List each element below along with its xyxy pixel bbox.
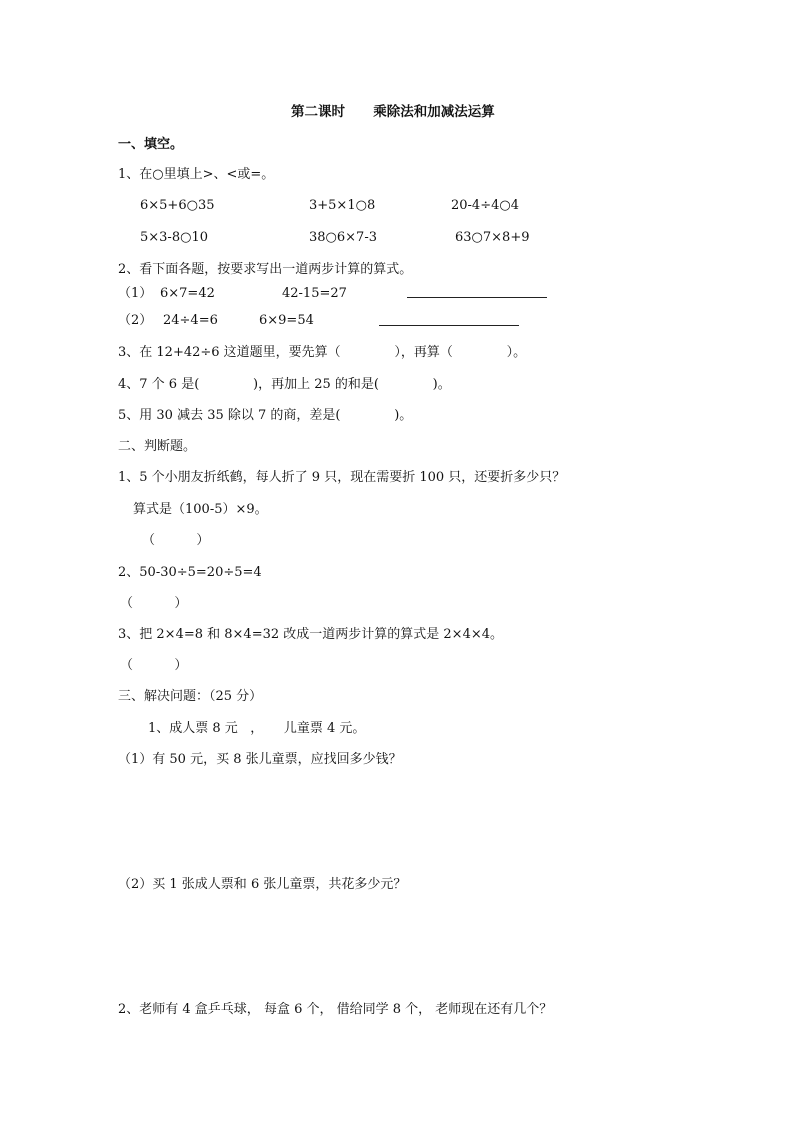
compare-item: 63○7×8+9 (455, 230, 530, 245)
compare-item: 6×5+6○35 (140, 198, 215, 213)
judgment-2-blank[interactable]: （ ） (120, 596, 188, 611)
judgment-2-text: 2、50-30÷5=20÷5=4 (118, 565, 262, 580)
problem-1-intro: 1、成人票 8 元 ， 儿童票 4 元。 (148, 721, 366, 736)
problem-1-sub1: （1）有 50 元，买 8 张儿童票，应找回多少钱？ (118, 752, 402, 767)
question-5: 5、用 30 减去 35 除以 7 的商，差是( )。 (118, 408, 413, 423)
judgment-3-text: 3、把 2×4=8 和 8×4=32 改成一道两步计算的算式是 2×4×4。 (118, 627, 503, 642)
compare-item: 5×3-8○10 (140, 230, 208, 245)
equation-b: 42-15=27 (282, 286, 347, 301)
judgment-3-blank[interactable]: （ ） (120, 658, 188, 673)
judgment-1-blank[interactable]: （ ） (142, 533, 210, 548)
problem-2: 2、老师有 4 盒乒乓球， 每盒 6 个， 借给同学 8 个， 老师现在还有几个？ (118, 1002, 553, 1017)
equation-a: 24÷4=6 (163, 313, 218, 328)
page-title: 第二课时 乘除法和加减法运算 (291, 104, 495, 120)
section-heading-problems: 三、解决问题：（25 分） (118, 689, 263, 704)
question-4: 4、7 个 6 是( )，再加上 25 的和是( )。 (118, 377, 451, 392)
answer-line[interactable] (407, 297, 547, 298)
section-heading-fill-in: 一、填空。 (118, 137, 184, 152)
judgment-1-formula: 算式是（100-5）×9。 (133, 502, 268, 517)
item-number: （1） (118, 286, 153, 301)
question-3: 3、在 12+42÷6 这道题里，要先算（ ），再算（ ）。 (118, 345, 527, 360)
problem-1-sub2: （2）买 1 张成人票和 6 张儿童票，共花多少元？ (118, 877, 407, 892)
section-heading-judgment: 二、判断题。 (118, 439, 197, 454)
compare-item: 38○6×7-3 (309, 230, 377, 245)
equation-b: 6×9=54 (259, 313, 314, 328)
judgment-1-text: 1、5 个小朋友折纸鹤，每人折了 9 只，现在需要折 100 只，还要折多少只？ (118, 470, 566, 485)
compare-item: 3+5×1○8 (309, 198, 376, 213)
compare-item: 20-4÷4○4 (451, 198, 519, 213)
question-1-prompt: 1、在○里填上>、<或=。 (118, 167, 275, 182)
equation-a: 6×7=42 (160, 286, 215, 301)
item-number: （2） (118, 313, 153, 328)
answer-line[interactable] (379, 325, 519, 326)
question-2-prompt: 2、看下面各题，按要求写出一道两步计算的算式。 (118, 262, 413, 277)
